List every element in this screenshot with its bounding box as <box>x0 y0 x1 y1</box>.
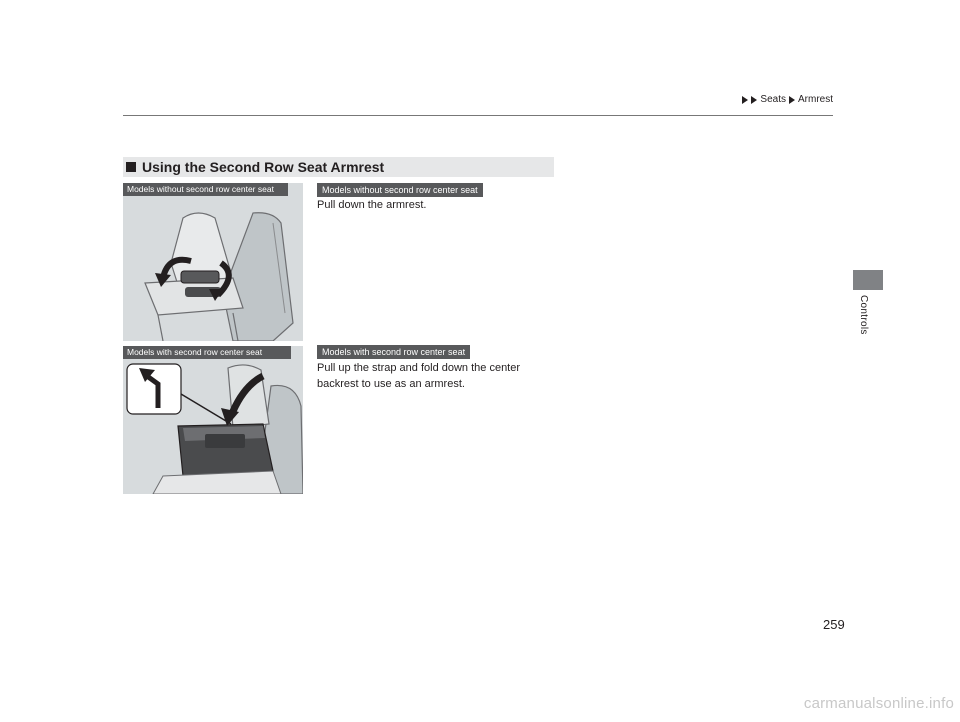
center-backrest-illustration <box>123 346 303 494</box>
heading-square-icon <box>126 162 136 172</box>
instruction-line: Pull up the strap and fold down the center <box>317 362 521 374</box>
breadcrumb-item-armrest[interactable]: Armrest <box>798 94 833 105</box>
seat-armrest-illustration <box>123 183 303 341</box>
model-tag: Models with second row center seat <box>317 345 470 359</box>
figure-caption: Models with second row center seat <box>123 346 291 359</box>
watermark: carmanualsonline.info <box>803 695 954 712</box>
figure-caption: Models without second row center seat <box>123 183 288 196</box>
figure-without-center-seat <box>123 183 303 341</box>
breadcrumb-arrow-icon <box>789 96 795 104</box>
header-rule <box>123 115 833 116</box>
section-heading <box>123 157 554 177</box>
breadcrumb <box>742 94 833 105</box>
page-number: 259 <box>823 617 845 632</box>
instruction-text <box>317 360 557 392</box>
breadcrumb-arrow-icon <box>751 96 757 104</box>
section-title: Using the Second Row Seat Armrest <box>142 159 385 175</box>
figure-with-center-seat <box>123 346 303 494</box>
side-tab-label: Controls <box>858 295 869 335</box>
model-tag: Models without second row center seat <box>317 183 483 197</box>
side-tab-marker <box>853 270 883 290</box>
instruction-text: Pull down the armrest. <box>317 199 427 211</box>
instruction-line: backrest to use as an armrest. <box>317 378 465 390</box>
breadcrumb-arrow-icon <box>742 96 748 104</box>
breadcrumb-item-seats[interactable]: Seats <box>760 94 786 105</box>
